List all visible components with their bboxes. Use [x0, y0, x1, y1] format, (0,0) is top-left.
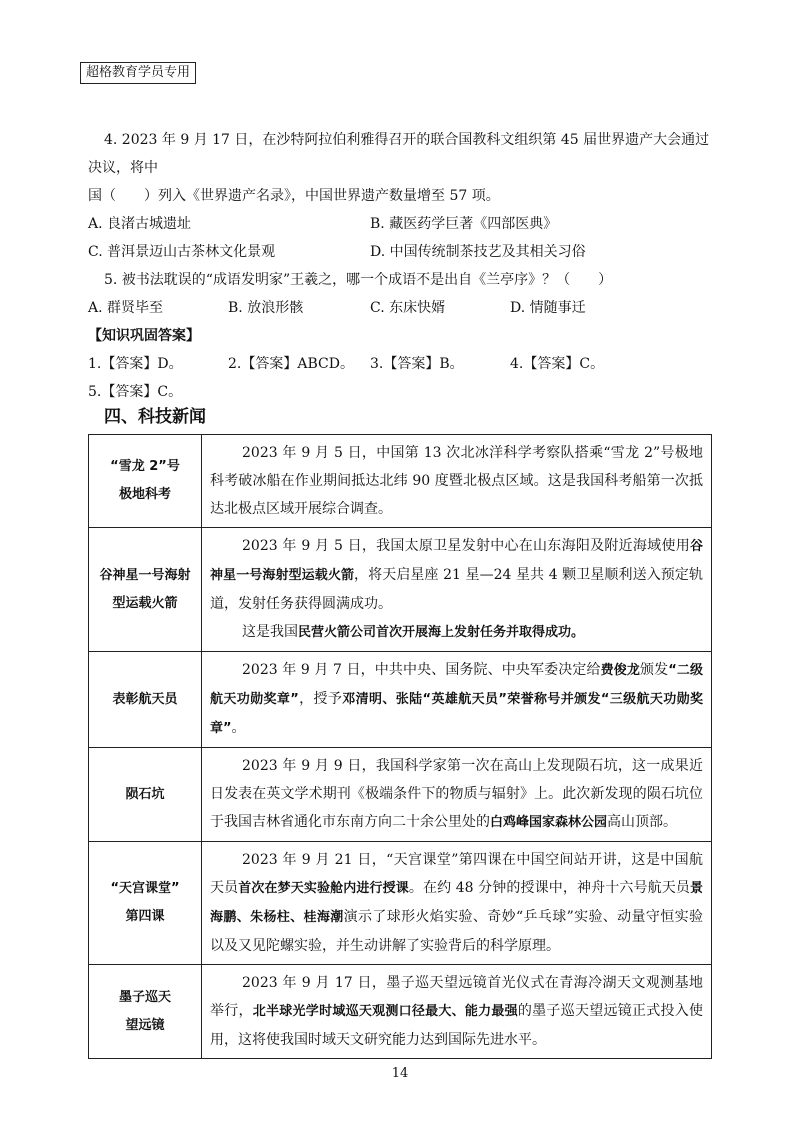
- news-row: [89, 528, 712, 652]
- news-description: [202, 965, 712, 1059]
- news-description: [202, 435, 712, 528]
- option-d: D. 情随事迁: [510, 300, 586, 316]
- news-paragraph: [210, 618, 703, 647]
- news-highlight: “二级航天功勋奖章”: [210, 663, 703, 707]
- news-topic: [89, 965, 202, 1059]
- news-topic-line: 极地科考: [118, 487, 171, 502]
- news-row: [89, 652, 712, 748]
- answers-row-1: [88, 350, 720, 378]
- news-paragraph: [210, 656, 703, 743]
- news-text: 演示了球形火焰实验、奇妙“乒乓球”实验、动量守恒实验以及又见陀螺实验，并生动讲解了实验背后的科学原理。: [210, 909, 703, 954]
- question-5: 5. 被书法耽误的“成语发明家”王羲之，哪一个成语不是出自《兰亭序》？（ ）: [104, 272, 613, 288]
- news-paragraph: [210, 846, 703, 960]
- news-row: [89, 842, 712, 965]
- news-topic: [89, 842, 202, 965]
- news-highlight: 民营火箭公司首次开展海上发射任务并取得成功。: [298, 625, 585, 640]
- news-topic-line: 陨石坑: [125, 786, 165, 802]
- news-text: 的墨子巡天望远镜正式投入使用，这将使我国时域天文研究能力达到国际先进水平。: [210, 1003, 704, 1048]
- option-d: D. 中国传统制茶技艺及其相关习俗: [370, 244, 586, 260]
- news-topic-line: 表彰航天员: [112, 691, 178, 707]
- news-text: 这是我国: [242, 624, 298, 640]
- news-topic: [89, 748, 202, 842]
- question-4-line-2: 国（ ）列入《世界遗产名录》，中国世界遗产数量增至 57 项。: [88, 188, 500, 204]
- answers-title: 【知识巩固答案】: [88, 328, 200, 344]
- news-highlight: 北半球光学时域巡天观测口径最大、能力最强: [252, 1004, 518, 1019]
- option-b: B. 放浪形骸: [228, 300, 304, 316]
- question-4-line-1: 4. 2023 年 9 月 17 日，在沙特阿拉伯利雅得召开的联合国教科文组织第 45 届世界遗产大会通过决议，将中: [88, 132, 710, 176]
- answer-1: 1.【答案】D。: [88, 356, 183, 372]
- news-topic: [89, 528, 202, 652]
- option-a: A. 良渚古城遗址: [88, 216, 192, 232]
- answer-4: 4.【答案】C。: [510, 356, 605, 372]
- page-number: 14: [391, 1066, 409, 1081]
- news-text: 颁发: [639, 662, 669, 678]
- news-topic-line: “雪龙 2”号: [110, 459, 180, 474]
- news-topic-line: “天宫课堂”: [110, 881, 180, 896]
- option-b: B. 藏医药学巨著《四部医典》: [370, 216, 558, 232]
- news-text: 。在约 48 分钟的授课中，神舟十六号航天员: [408, 880, 690, 896]
- answer-5: 5.【答案】C。: [88, 384, 183, 400]
- questions-block: [88, 126, 720, 406]
- news-description: [202, 652, 712, 748]
- watermark-stamp: 超格教育学员专用: [80, 62, 196, 84]
- option-c: C. 普洱景迈山古茶林文化景观: [88, 244, 276, 260]
- news-topic: [89, 435, 202, 528]
- news-topic-line: 墨子巡天: [118, 989, 171, 1005]
- news-paragraph: [210, 969, 703, 1054]
- news-paragraph: [210, 752, 703, 837]
- news-text: 2023 年 9 月 7 日，中共中央、国务院、中央军委决定给: [242, 662, 601, 678]
- news-topic-line: 第四课: [125, 909, 165, 924]
- news-topic-line: 型运载火箭: [112, 595, 178, 611]
- news-text: ，授予: [298, 691, 343, 707]
- news-highlight: 景海鹏、朱杨柱、桂海潮: [210, 881, 704, 925]
- news-row: [89, 965, 712, 1059]
- answer-3: 3.【答案】B。: [370, 356, 464, 372]
- answer-2: 2.【答案】ABCD。: [228, 356, 354, 372]
- news-text: 2023 年 9 月 21 日，“天宫课堂”第四课在中国空间站开讲，这是中国航天员: [210, 852, 703, 896]
- news-text: ，将天启星座 21 星—24 星共 4 颗卫星顺利送入预定轨道，发射任务获得圆满成功。: [210, 567, 703, 612]
- news-text: 2023 年 9 月 5 日，中国第 13 次北冰洋科学考察队搭乘“雪龙 2”号极地科考破冰船在作业期间抵达北纬 90 度暨北极点区域。这是我国科考船第一次抵达北极点区域开展综合调查。: [210, 445, 703, 517]
- news-highlight: 费俊龙: [600, 663, 640, 678]
- news-description: [202, 842, 712, 965]
- news-topic-line: 谷神星一号海射: [99, 567, 191, 583]
- news-highlight: 首次在梦天实验舱内进行授课: [238, 881, 409, 896]
- news-highlight: 白鸡峰国家森林公园: [490, 815, 608, 830]
- news-text: 2023 年 9 月 9 日，我国科学家第一次在高山上发现陨石坑，这一成果近日发表在英文学术期刊《极端条件下的物质与辐射》上。此次新发现的陨石坑位于我国吉林省通化市东南方向二十余公里处的: [210, 758, 703, 830]
- news-text: 。: [231, 720, 246, 736]
- news-text: 2023 年 9 月 17 日，墨子巡天望远镜首光仪式在青海冷湖天文观测基地举行，: [210, 975, 703, 1019]
- option-c: C. 东床快婿: [370, 300, 446, 316]
- news-highlight: 邓清明、张陆“英雄航天员”荣誉称号并颁发“三级航天功勋奖章”: [210, 692, 704, 736]
- news-highlight: 谷神星一号海射型运载火箭: [210, 539, 703, 583]
- news-description: [202, 748, 712, 842]
- section-title: 四、科技新闻: [104, 407, 206, 427]
- news-description: [202, 528, 712, 652]
- news-text: 2023 年 9 月 5 日，我国太原卫星发射中心在山东海阳及附近海域使用: [242, 538, 690, 554]
- news-text: 高山顶部。: [607, 814, 678, 830]
- news-paragraph: [210, 439, 703, 523]
- news-row: [89, 435, 712, 528]
- tech-news-table: [88, 434, 712, 1059]
- question-4-options: [88, 210, 720, 266]
- news-topic-line: 望远镜: [125, 1017, 165, 1033]
- question-5-options: [88, 294, 720, 322]
- news-row: [89, 748, 712, 842]
- option-a: A. 群贤毕至: [88, 300, 164, 316]
- news-topic: [89, 652, 202, 748]
- news-paragraph: [210, 532, 703, 618]
